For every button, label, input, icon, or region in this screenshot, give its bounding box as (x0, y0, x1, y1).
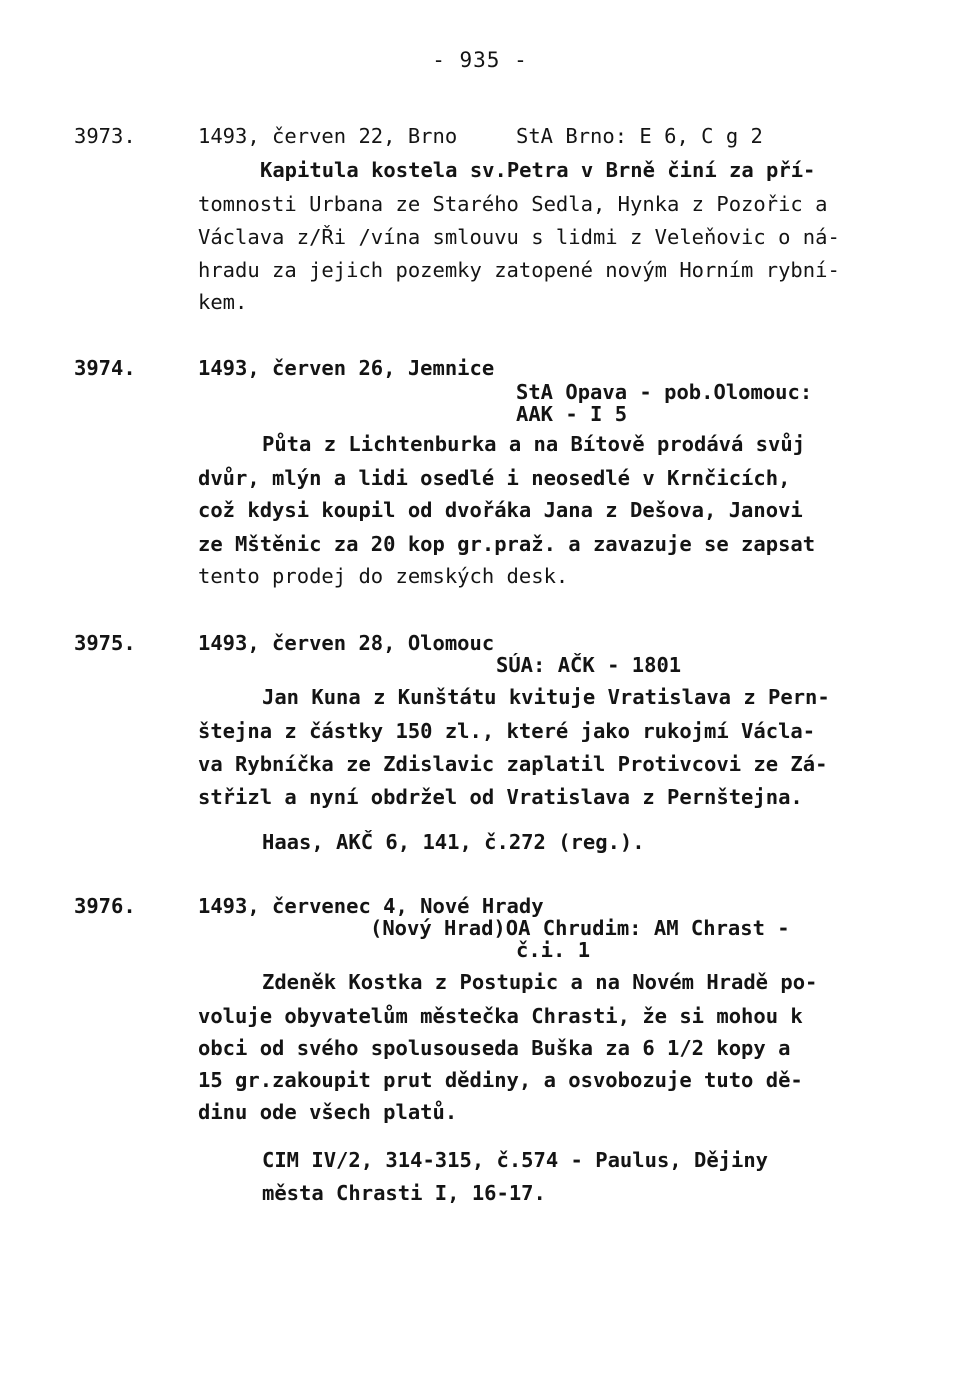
entry-reference: města Chrasti I, 16-17. (262, 1181, 546, 1205)
body-line: tento prodej do zemských desk. (198, 564, 569, 588)
entry-source: č.i. 1 (516, 938, 591, 962)
body-line: štejna z částky 150 zl., které jako rukojmí Václa- (198, 719, 816, 743)
entry-header: 1493, červen 22, Brno (198, 124, 458, 148)
body-line: dvůr, mlýn a lidi osedlé i neosedlé v Krnčicích, (198, 466, 791, 490)
entry-reference: CIM IV/2, 314-315, č.574 - Paulus, Dějiny (262, 1148, 769, 1172)
body-line: obci od svého spolusouseda Buška za 6 1/2 kopy a (198, 1036, 791, 1060)
entry-number: 3973. (74, 124, 136, 148)
body-line: Jan Kuna z Kunštátu kvituje Vratislava z Pern- (262, 685, 830, 709)
body-line: 15 gr.zakoupit prut dědiny, a osvobozuje tuto dě- (198, 1068, 803, 1092)
entry-number: 3976. (74, 894, 136, 918)
body-line: dinu ode všech platů. (198, 1100, 458, 1124)
body-line: voluje obyvatelům městečka Chrasti, že si mohou k (198, 1004, 803, 1028)
entry-source: SÚA: AČK - 1801 (496, 653, 682, 677)
body-line: Půta z Lichtenburka a na Bítově prodává svůj (262, 432, 806, 456)
body-line: hradu za jejich pozemky zatopené novým Horním rybní- (198, 258, 840, 282)
entry-reference: Haas, AKČ 6, 141, č.272 (reg.). (262, 830, 645, 854)
entry-source: (Nový Hrad)OA Chrudim: AM Chrast - (370, 916, 790, 940)
entry-number: 3974. (74, 356, 136, 380)
body-line: Kapitula kostela sv.Petra v Brně činí za pří- (260, 158, 816, 182)
body-line: ze Mštěnic za 20 kop gr.praž. a zavazuje se zapsat (198, 532, 816, 556)
body-line: va Rybníčka ze Zdislavic zaplatil Protivcovi ze Zá- (198, 752, 828, 776)
body-line: tomnosti Urbana ze Starého Sedla, Hynka z Pozořic a (198, 192, 828, 216)
body-line: kem. (198, 290, 248, 314)
entry-number: 3975. (74, 631, 136, 655)
entry-header: 1493, červen 28, Olomouc (198, 631, 495, 655)
body-line: střizl a nyní obdržel od Vratislava z Pernštejna. (198, 785, 803, 809)
body-line: což kdysi koupil od dvořáka Jana z Dešova, Janovi (198, 498, 803, 522)
entry-source: StA Brno: E 6, C g 2 (516, 124, 763, 148)
body-line: Václava z/Ři /vína smlouvu s lidmi z Veleňovic o ná- (198, 225, 840, 249)
body-line: Zdeněk Kostka z Postupic a na Novém Hradě po- (262, 970, 818, 994)
entry-source: AAK - I 5 (516, 402, 628, 426)
page-number: - 935 - (432, 48, 528, 72)
entry-header: 1493, červenec 4, Nové Hrady (198, 894, 544, 918)
entry-header: 1493, červen 26, Jemnice (198, 356, 495, 380)
entry-source: StA Opava - pob.Olomouc: (516, 380, 813, 404)
